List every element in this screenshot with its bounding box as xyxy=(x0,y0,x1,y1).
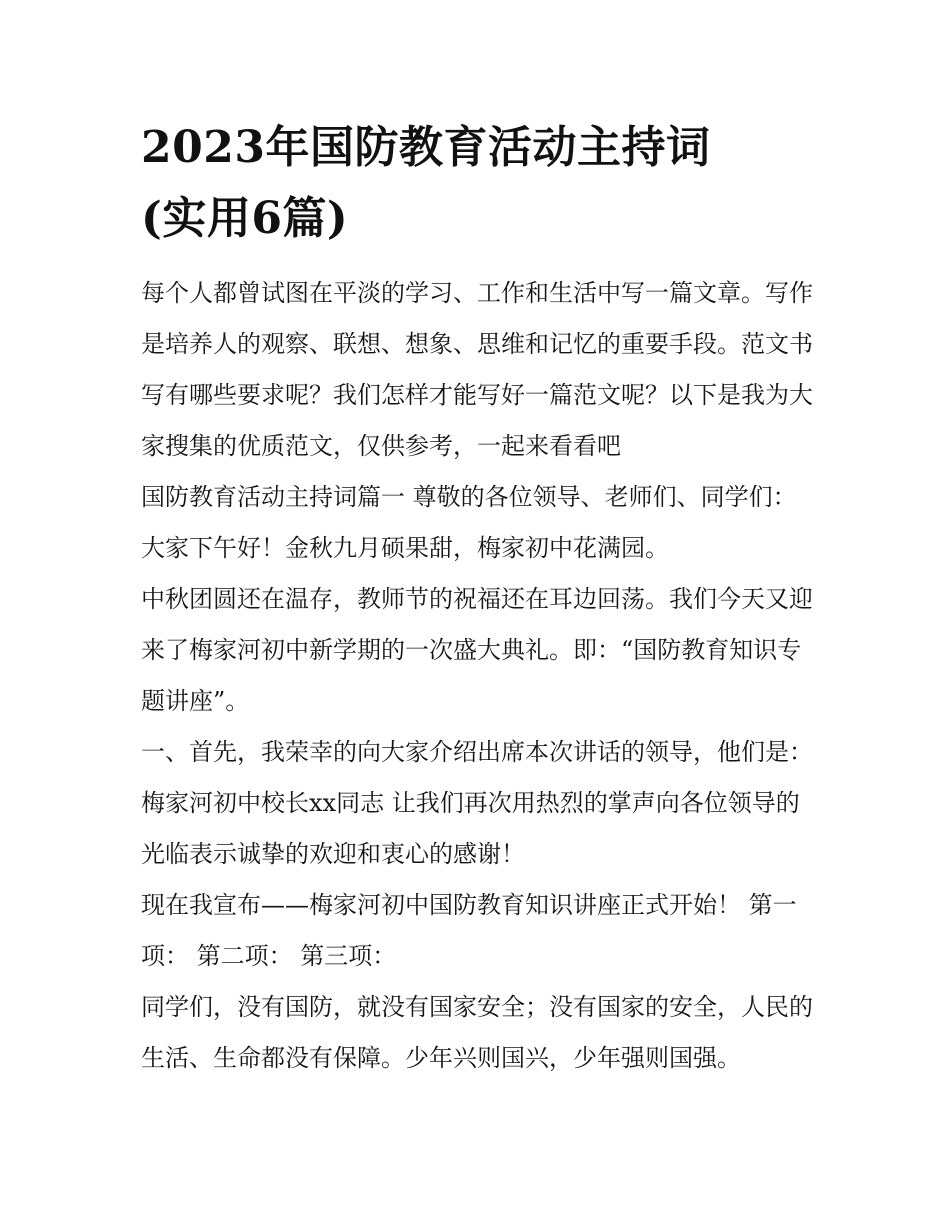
document-title xyxy=(141,112,820,254)
document-body xyxy=(141,268,820,1084)
title-line-2: (实用6篇) xyxy=(141,193,349,244)
paragraph-greeting: 国防教育活动主持词篇一 尊敬的各位领导、老师们、同学们： 大家下午好！金秋九月硕果甜，梅家初中花满园。 xyxy=(141,483,797,562)
paragraph-occasion: 中秋团圆还在温存，教师节的祝福还在耳边回荡。我们今天又迎来了梅家河初中新学期的一次盛大典礼。即：“国防教育知识专题讲座”。 xyxy=(141,585,813,715)
paragraph-leaders: 一、首先，我荣幸的向大家介绍出席本次讲话的领导，他们是： 梅家河初中校长xx同志 让我们再次用热烈的掌声向各位领导的光临表示诚挚的欢迎和衷心的感谢！ xyxy=(141,738,813,868)
paragraph-intro: 每个人都曾试图在平淡的学习、工作和生活中写一篇文章。写作是培养人的观察、联想、想象、思维和记忆的重要手段。范文书写有哪些要求呢？我们怎样才能写好一篇范文呢？以下是我为大家搜集的优质范文，仅供参考，一起来看看吧 xyxy=(141,279,813,460)
paragraph-closing: 同学们，没有国防，就没有国家安全；没有国家的安全，人民的生活、生命都没有保障。少年兴则国兴，少年强则国强。 xyxy=(141,993,813,1072)
title-line-1: 2023年国防教育活动主持词 xyxy=(141,122,711,173)
paragraph-agenda: 现在我宣布——梅家河初中国防教育知识讲座正式开始！ 第一项： 第二项： 第三项： xyxy=(141,891,797,970)
